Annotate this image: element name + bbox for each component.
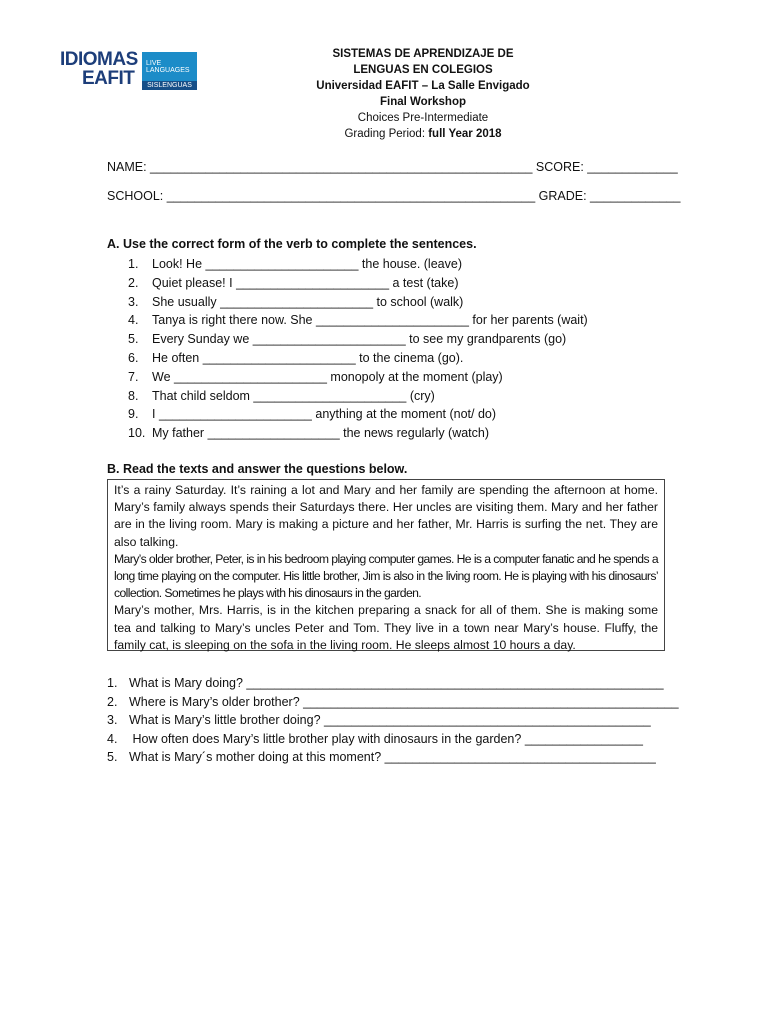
question-number: 3. [107, 713, 118, 728]
question-text: What is Mary’s little brother doing? _______________________________________________ [129, 713, 651, 728]
item-text: She usually ______________________ to school (walk) [152, 294, 464, 309]
question-text: What is Mary doing? ____________________________________________________________ [129, 676, 664, 690]
logo-line-idiomas: IDIOMAS [60, 49, 138, 70]
list-item[interactable] [128, 255, 588, 274]
section-b-title: B. Read the texts and answer the questions below. [107, 462, 408, 476]
reading-text-box [107, 479, 665, 651]
header-line-2: LENGUAS EN COLEGIOS [353, 64, 493, 76]
idiomas-eafit-logo [60, 50, 200, 94]
header-line-6 [270, 126, 576, 142]
logo-line-eafit: EAFIT [82, 68, 135, 89]
item-text: He often ______________________ to the cinema (go). [152, 350, 464, 365]
item-number: 3. [128, 294, 139, 309]
document-header [270, 46, 576, 142]
reading-paragraph-2 [114, 551, 658, 603]
item-number: 8. [128, 388, 139, 403]
question-number: 5. [107, 750, 118, 765]
question-item[interactable] [107, 711, 679, 730]
item-number: 4. [128, 313, 139, 328]
section-a-list [128, 255, 588, 443]
name-score-field[interactable]: NAME: _______________________________________________________ SCORE: _____________ [107, 160, 678, 174]
header-line-5: Choices Pre-Intermediate [357, 112, 489, 124]
item-text: Every Sunday we ______________________ to see my grandparents (go) [152, 332, 567, 347]
item-number: 7. [128, 369, 139, 384]
item-number: 1. [128, 257, 139, 271]
list-item[interactable] [128, 405, 588, 424]
section-b-questions [107, 674, 679, 767]
item-number: 9. [128, 407, 139, 422]
question-item[interactable] [107, 730, 679, 749]
reading-paragraph-1: It’s a rainy Saturday. It’s raining a lot and Mary and her family are spending the afternoon at home. Mary’s family always spends their Saturdays there. Her uncles are visiting them. Mary and her father are in the living room. Mary is making a picture and her father, Mr. Harris is surfing the net. They are also talking. [114, 483, 658, 549]
section-a-title: A. Use the correct form of the verb to complete the sentences. [107, 237, 477, 251]
item-number: 2. [128, 275, 139, 290]
school-grade-field[interactable]: SCHOOL: _____________________________________________________ GRADE: _____________ [107, 189, 681, 203]
logo-badge [142, 52, 197, 90]
grading-period-value: full Year 2018 [428, 128, 502, 140]
question-text: What is Mary´s mother doing at this moment? _______________________________________ [129, 750, 656, 765]
question-number: 1. [107, 676, 118, 690]
grading-period-label: Grading Period: [344, 128, 429, 140]
item-number: 10. [128, 426, 146, 441]
question-item[interactable] [107, 674, 679, 693]
list-item[interactable] [128, 424, 588, 443]
reading-paragraph-2-text: Mary’s older brother, Peter, is in his bedroom playing computer games. He is a computer fanatic and he spends a long time playing on the computer. His little brother, Jim is also in the living room. He is playing with his dinosaurs’ collection. Sometimes he plays with his dinosaurs in the garden. [114, 551, 658, 601]
list-item[interactable] [128, 330, 588, 349]
question-number: 2. [107, 694, 118, 709]
question-item[interactable] [107, 748, 679, 767]
logo-sislenguas: SISLENGUAS [142, 81, 197, 90]
item-text: Look! He ______________________ the house. (leave) [152, 257, 462, 271]
item-text: My father ___________________ the news regularly (watch) [152, 426, 490, 441]
logo-live-languages: LIVE LANGUAGES [146, 60, 190, 74]
question-item[interactable] [107, 693, 679, 712]
header-line-3: Universidad EAFIT – La Salle Envigado [316, 80, 530, 92]
question-number: 4. [107, 731, 118, 746]
reading-paragraph-3: Mary’s mother, Mrs. Harris, is in the kitchen preparing a snack for all of them. She is making some tea and talking to Mary’s uncles Peter and Tom. They live in a town near Mary’s house. Fluffy, the family cat, is sleeping on the sofa in the living room. He sleeps almost 10 hours a day. [114, 603, 658, 652]
item-text: Quiet please! I ______________________ a test (take) [152, 275, 459, 290]
item-number: 5. [128, 332, 139, 347]
header-line-4: Final Workshop [379, 96, 467, 108]
question-text: Where is Mary’s older brother? ______________________________________________________ [129, 694, 679, 709]
list-item[interactable] [128, 293, 588, 312]
list-item[interactable] [128, 368, 588, 387]
list-item[interactable] [128, 349, 588, 368]
item-text: That child seldom ______________________ (cry) [152, 388, 435, 403]
header-line-1: SISTEMAS DE APRENDIZAJE DE [332, 48, 514, 60]
question-text: How often does Mary’s little brother play with dinosaurs in the garden? _________________ [129, 731, 643, 746]
list-item[interactable] [128, 274, 588, 293]
list-item[interactable] [128, 387, 588, 406]
item-text: I ______________________ anything at the moment (not/ do) [152, 407, 497, 422]
item-text: We ______________________ monopoly at the moment (play) [152, 369, 503, 384]
item-number: 6. [128, 350, 139, 365]
list-item[interactable] [128, 311, 588, 330]
item-text: Tanya is right there now. She ______________________ for her parents (wait) [152, 313, 588, 328]
